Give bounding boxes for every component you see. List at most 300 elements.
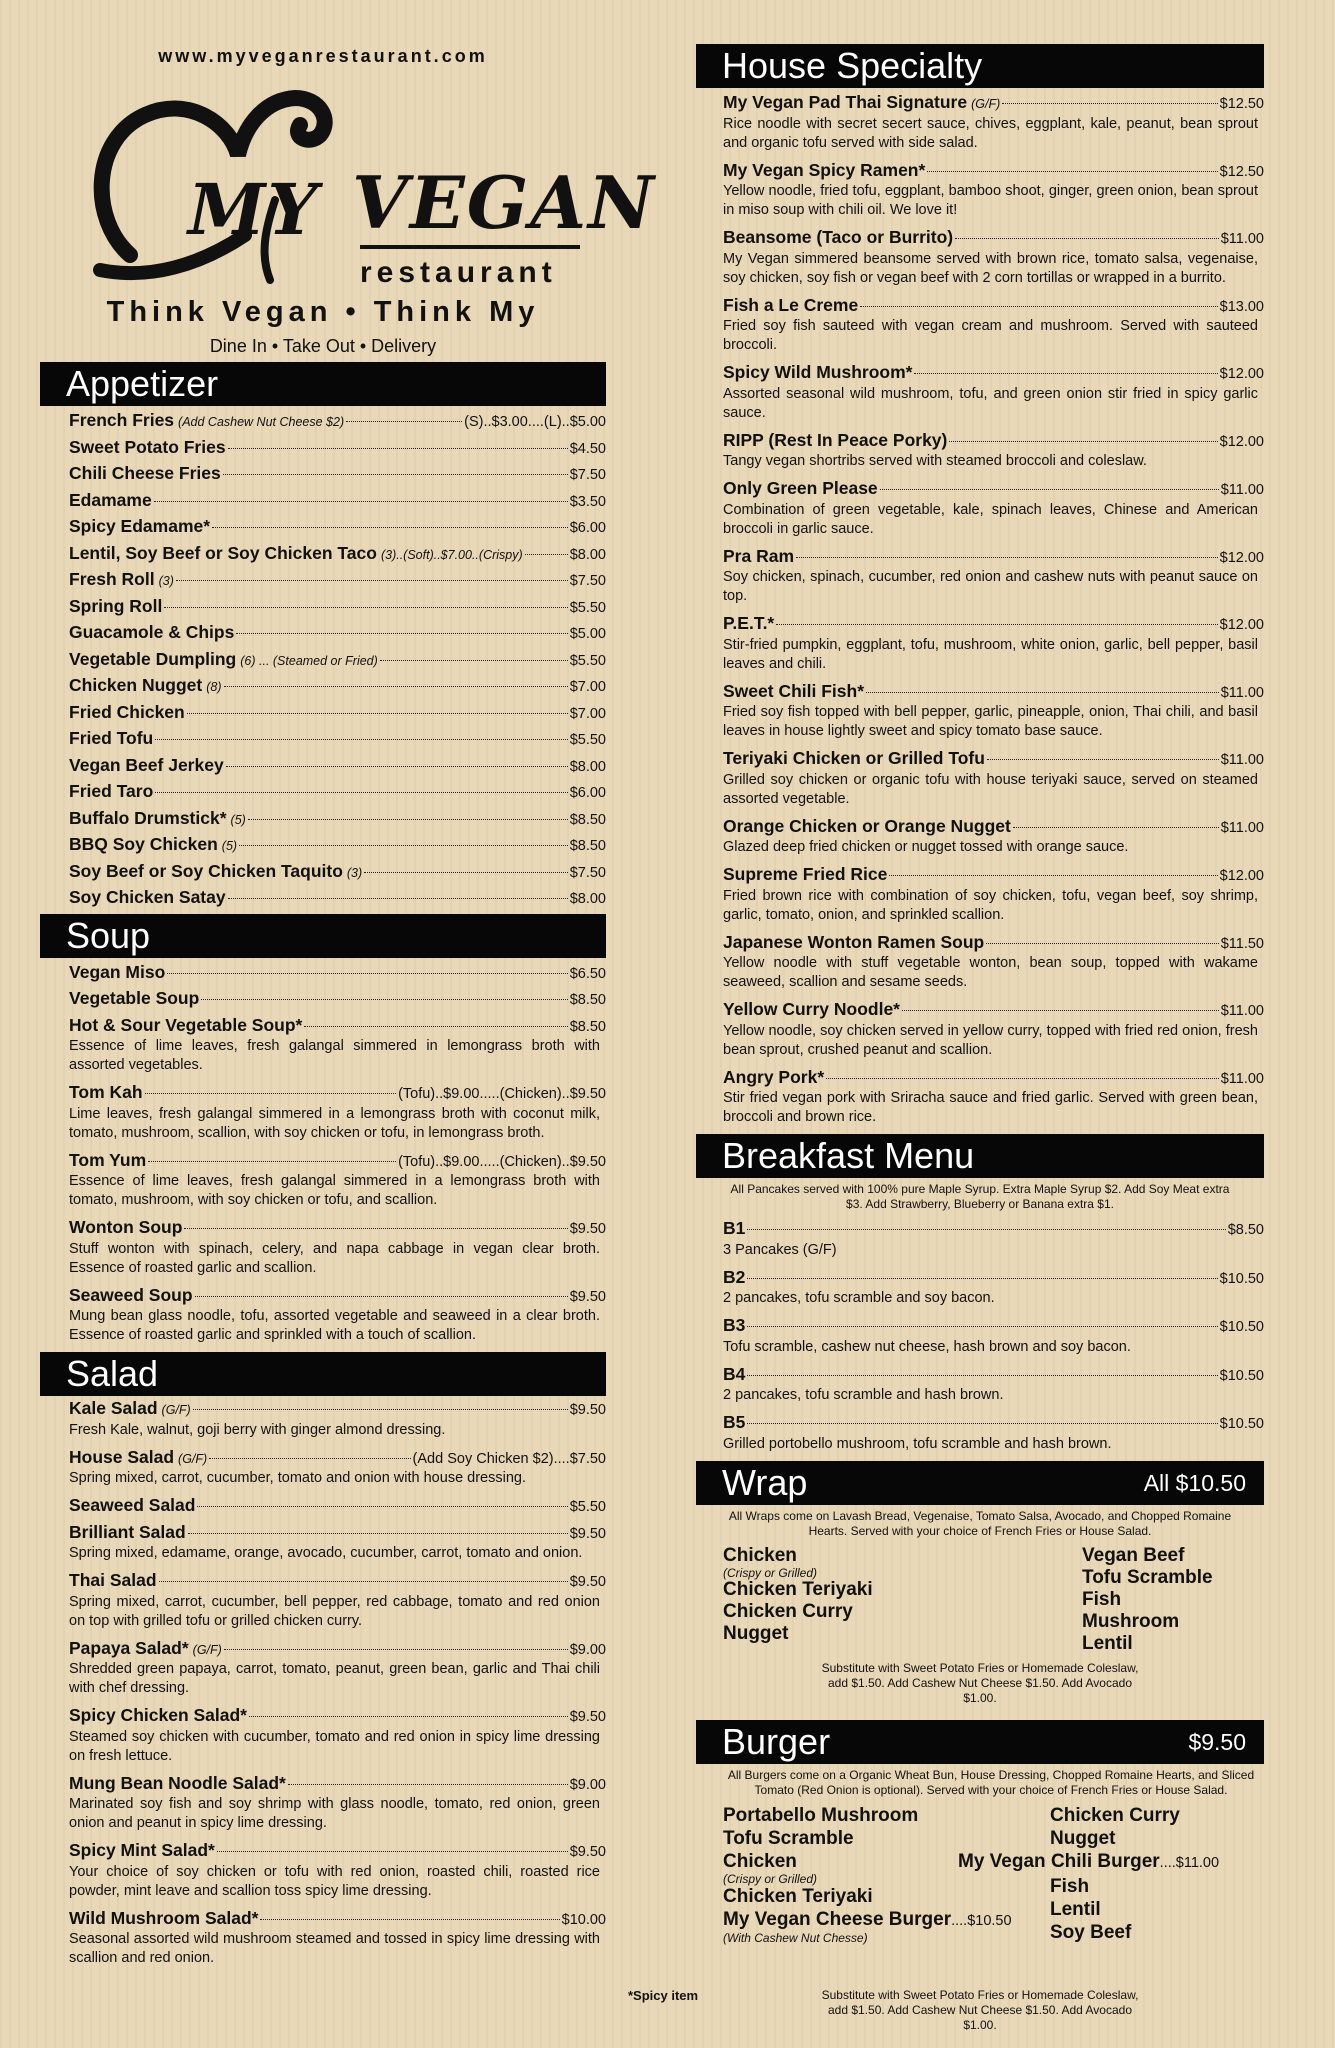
item-price: $5.50: [569, 652, 606, 669]
dot-leader: [184, 1228, 567, 1229]
burger-option: Chicken Teriyaki: [723, 1885, 873, 1907]
item-price: $6.00: [569, 520, 606, 536]
item-name: Vegan Beef Jerkey: [69, 754, 224, 775]
item-name: Seaweed Salad: [69, 1495, 196, 1515]
appetizer-section: [40, 362, 606, 914]
item-name: Soy Chicken Satay: [69, 887, 226, 907]
section-title: House Specialty: [722, 45, 983, 86]
item-price: $8.00: [569, 758, 606, 775]
brand-header: [40, 0, 656, 362]
dot-leader: [747, 1375, 1217, 1376]
item-description: Essence of lime leaves, fresh galangal simmered in a lemongrass broth with tomato, mushroom, with soy chicken or tofu, and scallion.: [69, 1173, 600, 1208]
item-description: Steamed soy chicken with cucumber, tomato and red onion in spicy lime dressing on fresh lettuce.: [69, 1728, 600, 1764]
dot-leader: [747, 1229, 1225, 1230]
menu-item: [69, 516, 606, 543]
item-name: Orange Chicken or Orange Nugget: [723, 815, 1011, 836]
item-description: 3 Pancakes (G/F): [723, 1241, 837, 1258]
item-price: $12.00: [1219, 868, 1264, 884]
menu-item: [69, 490, 606, 517]
menu-item: [69, 1150, 606, 1211]
item-description: Fried soy fish topped with bell pepper, garlic, pineapple, onion, Thai chili, and basil leaves in house lightly sweet and spicy tomato base sauce.: [723, 704, 1258, 739]
item-note: (G/F): [178, 1451, 208, 1466]
item-name: P.E.T.*: [723, 613, 775, 633]
item-price: $8.50: [569, 1018, 606, 1035]
item-name: Mung Bean Noodle Salad*: [69, 1772, 286, 1793]
menu-item: [69, 861, 606, 888]
item-description: Yellow noodle, fried tofu, eggplant, bamboo shoot, ginger, green onion, bean sprout in miso soup with chili oil. We love it!: [723, 183, 1258, 218]
item-note: (5): [221, 839, 238, 853]
item-name: Edamame: [69, 489, 152, 510]
menu-item: [723, 160, 1264, 221]
dot-leader: [866, 692, 1219, 693]
burger-choices: [696, 1804, 1264, 2002]
menu-item-row: [69, 437, 606, 464]
menu-item: [723, 1315, 1264, 1357]
item-description: 2 pancakes, tofu scramble and soy bacon.: [723, 1290, 995, 1306]
wrap-price: All $10.50: [1143, 1469, 1246, 1496]
burger-option: Portabello Mushroom: [723, 1804, 919, 1826]
item-price: $9.50: [569, 1221, 606, 1237]
dot-leader: [860, 306, 1217, 307]
item-description: Marinated soy fish and soy shrimp with glass noodle, tomato, red onion, green onion and peanut in spicy lime dressing.: [69, 1796, 600, 1831]
item-name: Spicy Mint Salad*: [69, 1840, 215, 1860]
burger-section: [696, 1720, 1264, 2033]
item-name: Seaweed Soup: [69, 1284, 193, 1305]
wrap-substitute-note: Substitute with Sweet Potato Fries or Homemade Coleslaw, add $1.50. Add Cashew Nut Cheese $1.50. Add Avocado $1.00.: [821, 1660, 1139, 1705]
dot-leader: [260, 1919, 559, 1920]
section-header: [696, 44, 1264, 88]
item-name: Tom Kah: [69, 1082, 143, 1102]
dot-leader: [228, 448, 568, 449]
house-specialty-section: [696, 44, 1264, 1127]
item-description: Fried soy fish sauteed with vegan cream and mushroom. Served with sauteed broccoli.: [723, 318, 1258, 353]
item-description: Fried brown rice with combination of soy chicken, tofu, vegan beef, soy shrimp, garlic, tomato, onion, and sprinkled scallion.: [723, 887, 1258, 923]
item-name: Spring Roll: [69, 595, 163, 616]
item-price: $13.00: [1219, 298, 1264, 315]
item-name: Pra Ram: [723, 545, 795, 566]
menu-item: [69, 834, 606, 861]
item-price: $8.00: [569, 891, 606, 907]
item-note: (8): [206, 680, 222, 694]
burger-note: All Burgers come on a Organic Wheat Bun, House Dressing, Chopped Romaine Hearts, and Sliced Tomato (Red Onion is optional). Served with your choice of French Fries or House Salad.: [727, 1767, 1255, 1797]
item-name: Guacamole & Chips: [69, 622, 235, 642]
menu-item: [69, 463, 606, 490]
cheese-burger-name: My Vegan Cheese Burger: [723, 1908, 952, 1930]
dot-leader: [239, 845, 568, 846]
menu-item: [723, 430, 1264, 472]
menu-item: [723, 748, 1264, 809]
section-title: Wrap: [722, 1461, 808, 1503]
menu-item: [69, 1015, 606, 1076]
dot-leader: [217, 1851, 568, 1852]
item-description: Shredded green papaya, carrot, tomato, peanut, green bean, garlic and Thai chili with chef dressing.: [69, 1661, 600, 1696]
item-name: Vegetable Dumpling: [69, 648, 237, 669]
wrap-option: Fish: [1082, 1588, 1122, 1610]
item-name: Hot & Sour Vegetable Soup*: [69, 1014, 303, 1035]
dot-leader: [226, 766, 568, 767]
item-name: Vegan Miso: [69, 961, 166, 982]
menu-item-row: [69, 728, 606, 755]
menu-item-row: [69, 649, 606, 676]
dot-leader: [955, 238, 1219, 239]
menu-item: [69, 437, 606, 464]
dot-leader: [747, 1278, 1217, 1279]
dot-leader: [986, 943, 1218, 944]
item-description: Grilled portobello mushroom, tofu scramble and hash brown.: [723, 1435, 1112, 1452]
menu-item: [69, 962, 606, 989]
wrap-option: Nugget: [723, 1622, 789, 1644]
item-name: Thai Salad: [69, 1570, 157, 1590]
section-title: Appetizer: [66, 363, 219, 404]
item-price: $9.50: [569, 1288, 606, 1305]
item-name: French Fries: [69, 410, 175, 430]
item-name: B4: [723, 1363, 746, 1384]
dot-leader: [193, 1409, 568, 1410]
chili-burger-prefix: My Vegan: [958, 1850, 1046, 1872]
service-options: Dine In • Take Out • Delivery: [209, 336, 437, 356]
item-name: Teriyaki Chicken or Grilled Tofu: [723, 748, 985, 768]
section-header: [696, 1720, 1264, 1764]
item-name: Fresh Roll: [69, 569, 155, 589]
spicy-legend: *Spicy item: [628, 1988, 699, 2003]
item-name: My Vegan Pad Thai Signature: [723, 92, 968, 112]
menu-item-row: [69, 463, 606, 490]
item-price: $8.50: [1227, 1222, 1264, 1238]
burger-option: Chicken: [723, 1850, 797, 1872]
item-price: $12.00: [1219, 549, 1264, 566]
dot-leader: [148, 1161, 396, 1162]
item-price: $11.00: [1220, 482, 1264, 498]
menu-item-row: [69, 808, 606, 835]
burger-choices-right: [958, 1804, 1258, 1944]
item-description: Glazed deep fried chicken or nugget tossed with orange sauce.: [723, 839, 1129, 855]
item-name: Spicy Wild Mushroom*: [723, 362, 913, 382]
item-price: $5.00: [569, 626, 606, 642]
menu-item-row: [69, 962, 606, 989]
item-note: (5): [230, 812, 246, 827]
menu-item: [69, 649, 606, 676]
menu-item: [69, 1447, 606, 1489]
wrap-note: All Wraps come on Lavash Bread, Vegenaise, Tomato Salsa, Avocado, and Chopped Romaine Hearts. Served with your choice of French Fries or House Salad.: [728, 1508, 1232, 1538]
wrap-choices-left: [723, 1545, 873, 1655]
chili-burger-name: Chili Burger: [1050, 1850, 1160, 1872]
item-price: $8.50: [569, 811, 606, 828]
burger-option: Chicken Curry: [1050, 1804, 1180, 1826]
item-note: (3)..(Soft)..$7.00..(Crispy): [380, 547, 523, 562]
menu-item: [69, 1495, 606, 1522]
dot-leader: [176, 580, 568, 581]
dot-leader: [201, 999, 567, 1000]
item-price: $10.00: [561, 1911, 606, 1928]
menu-item: [69, 755, 606, 782]
item-name: Lentil, Soy Beef or Soy Chicken Taco: [69, 542, 377, 563]
item-description: Fresh Kale, walnut, goji berry with ginger almond dressing.: [69, 1421, 446, 1438]
item-name: Japanese Wonton Ramen Soup: [723, 931, 985, 952]
item-name: B5: [723, 1412, 746, 1432]
item-note: (G/F): [161, 1403, 191, 1417]
house-specialty-list: [696, 92, 1264, 1127]
item-price: (Tofu)..$9.00.....(Chicken)..$9.50: [398, 1153, 606, 1170]
dot-leader: [304, 1026, 567, 1027]
section-header: [40, 914, 606, 958]
menu-item: [723, 92, 1264, 153]
logo-my-text: MY: [188, 168, 320, 251]
menu-item-row: [69, 834, 606, 861]
menu-item: [69, 410, 606, 437]
item-description: Stir fried vegan pork with Sriracha sauce and fried garlic. Served with green bean, broccoli and brown rice.: [723, 1090, 1258, 1125]
item-price: $9.00: [569, 1776, 606, 1793]
item-description: Spring mixed, carrot, cucumber, bell pepper, red cabbage, tomato and red onion on top with grilled tofu or grilled chicken curry.: [69, 1593, 600, 1629]
dot-leader: [155, 792, 567, 793]
item-name: Fried Taro: [69, 781, 154, 801]
item-description: My Vegan simmered beansome served with brown rice, tomato salsa, vegenaise, soy chicken, soy fish or vegan beef with 2 corn tortillas or wrapped in a burrito.: [723, 250, 1258, 286]
item-note: (G/F): [971, 97, 1001, 111]
dot-leader: [1013, 827, 1219, 828]
menu-item: [723, 546, 1264, 607]
section-header: [696, 1134, 1264, 1178]
menu-item-row: [69, 490, 606, 517]
dot-leader: [187, 713, 568, 714]
menu-item: [723, 864, 1264, 925]
section-header: [696, 1461, 1264, 1505]
breakfast-list: [696, 1218, 1264, 1454]
item-name: Fried Chicken: [69, 701, 185, 722]
section-header: [40, 1352, 606, 1396]
item-name: Buffalo Drumstick*: [69, 807, 227, 828]
menu-item: [723, 999, 1264, 1060]
dot-leader: [525, 554, 568, 555]
item-price: $7.00: [569, 705, 606, 722]
wrap-choices: [696, 1545, 1264, 1655]
menu-item-row: [69, 569, 606, 596]
item-price: $12.00: [1219, 617, 1264, 633]
item-description: Stuff wonton with spinach, celery, and napa cabbage in vegan clear broth. Essence of roasted garlic and scallion.: [69, 1240, 600, 1276]
burger-option: Nugget: [1050, 1827, 1116, 1849]
menu-item: [69, 1705, 606, 1766]
soup-section: [40, 914, 606, 1346]
item-price: (Add Soy Chicken $2)....$7.50: [412, 1450, 606, 1467]
item-description: Tofu scramble, cashew nut cheese, hash brown and soy bacon.: [723, 1338, 1131, 1355]
item-description: Spring mixed, edamame, orange, avocado, cucumber, carrot, tomato and onion.: [69, 1545, 583, 1561]
menu-item: [69, 1398, 606, 1440]
item-name: Vegetable Soup: [69, 988, 200, 1008]
item-name: Papaya Salad*: [69, 1637, 189, 1658]
menu-item: [69, 1522, 606, 1564]
item-description: Mung bean glass noodle, tofu, assorted vegetable and seaweed in a clear broth. Essence of roasted garlic and sprinkled with a touch of scallion.: [69, 1308, 600, 1343]
menu-item-row: [69, 622, 606, 649]
dot-leader: [826, 1078, 1219, 1079]
menu-item: [69, 988, 606, 1015]
item-description: Lime leaves, fresh galangal simmered in a lemongrass broth with coconut milk, tomato, mushroom, scallion, with soy chicken or tofu, in lemongrass broth.: [69, 1105, 600, 1141]
salad-section: [40, 1352, 606, 1968]
restaurant-logo: [70, 80, 656, 290]
menu-item: [69, 728, 606, 755]
cheese-burger-price: ....$10.50: [951, 1912, 1012, 1929]
wrap-option: Tofu Scramble: [1082, 1566, 1213, 1588]
dot-leader: [155, 739, 567, 740]
dot-leader: [880, 489, 1219, 490]
menu-item: [69, 675, 606, 702]
menu-item: [69, 1638, 606, 1699]
dot-leader: [154, 501, 568, 502]
item-name: Wild Mushroom Salad*: [69, 1907, 259, 1928]
item-name: Chicken Nugget: [69, 675, 203, 695]
wrap-option-sub: (Crispy or Grilled): [723, 1565, 818, 1580]
dot-leader: [228, 898, 568, 899]
item-name: Brilliant Salad: [69, 1521, 186, 1542]
menu-item-row: [69, 988, 606, 1015]
wrap-option: Chicken: [723, 1544, 797, 1566]
breakfast-section: [696, 1134, 1264, 1454]
item-description: Soy chicken, spinach, cucumber, red onion and cashew nuts with peanut sauce on top.: [723, 569, 1258, 604]
dot-leader: [889, 875, 1217, 876]
menu-item: [69, 808, 606, 835]
dot-leader: [1002, 103, 1217, 104]
dot-leader: [209, 1458, 410, 1459]
dot-leader: [223, 474, 568, 475]
menu-item-row: [69, 755, 606, 782]
menu-item: [723, 227, 1264, 288]
burger-substitute-note: Substitute with Sweet Potato Fries or Homemade Coleslaw, add $1.50. Add Cashew Nut Cheese $1.50. Add Avocado $1.00.: [821, 1987, 1139, 2032]
menu-item-row: [69, 543, 606, 570]
item-price: $7.50: [569, 864, 606, 881]
item-description: Spring mixed, carrot, cucumber, tomato and onion with house dressing.: [69, 1470, 526, 1486]
item-price: $11.00: [1220, 1003, 1264, 1019]
item-price: $11.00: [1220, 684, 1264, 701]
item-description: Yellow noodle with stuff vegetable wonton, bean soup, topped with wakame seaweed, scallion and sesame seeds.: [723, 955, 1258, 990]
item-name: Sweet Potato Fries: [69, 436, 226, 457]
logo-restaurant-text: restaurant: [360, 256, 557, 289]
item-price: $9.50: [569, 1402, 606, 1418]
item-description: Seasonal assorted wild mushroom steamed and tossed in spicy lime dressing with scallion and red onion.: [69, 1931, 600, 1966]
menu-item: [69, 1285, 606, 1346]
item-price: $12.00: [1219, 433, 1264, 450]
menu-item-row: [69, 596, 606, 623]
burger-option: Tofu Scramble: [723, 1827, 854, 1849]
item-name: B1: [723, 1218, 746, 1238]
menu-item: [69, 569, 606, 596]
dot-leader: [224, 686, 568, 687]
dot-leader: [159, 1581, 568, 1582]
item-name: B3: [723, 1315, 746, 1335]
item-name: Wonton Soup: [69, 1217, 183, 1237]
item-price: $9.00: [569, 1641, 606, 1658]
wrap-option: Chicken Teriyaki: [723, 1578, 873, 1600]
section-header: [40, 362, 606, 406]
wrap-option: Vegan Beef: [1082, 1544, 1185, 1566]
item-price: $8.00: [569, 546, 606, 563]
item-price: $11.00: [1220, 819, 1264, 836]
menu-item: [69, 1570, 606, 1631]
dot-leader: [288, 1784, 568, 1785]
item-price: $11.50: [1220, 935, 1264, 952]
item-name: My Vegan Spicy Ramen*: [723, 159, 926, 180]
menu-item: [69, 543, 606, 570]
wrap-option: Lentil: [1082, 1632, 1133, 1654]
item-name: Fish a Le Creme: [723, 294, 859, 315]
item-price: $11.00: [1220, 231, 1264, 247]
menu-item: [69, 887, 606, 914]
website-url[interactable]: www.myveganrestaurant.com: [158, 46, 488, 66]
menu-item: [723, 1412, 1264, 1454]
left-column: [40, 0, 656, 1975]
menu-item: [723, 1067, 1264, 1128]
dot-leader: [248, 819, 568, 820]
item-price: $7.50: [569, 467, 606, 483]
dot-leader: [747, 1423, 1217, 1424]
menu-item: [69, 702, 606, 729]
item-price: $10.50: [1219, 1319, 1264, 1335]
item-note: (3): [346, 865, 363, 880]
item-name: Fried Tofu: [69, 728, 154, 748]
item-price: $11.00: [1220, 1070, 1264, 1087]
tagline: Think Vegan • Think My: [106, 296, 540, 328]
dot-leader: [364, 872, 568, 873]
dot-leader: [902, 1010, 1219, 1011]
menu-item-row: [69, 861, 606, 888]
chili-burger-option: [958, 1850, 1258, 1875]
item-description: Stir-fried pumpkin, eggplant, tofu, mushroom, white onion, garlic, bell pepper, basil leaves and chili.: [723, 636, 1258, 672]
item-price: $5.50: [569, 599, 606, 616]
item-price: $7.00: [569, 679, 606, 695]
item-price: $12.50: [1219, 96, 1264, 112]
item-price: $9.50: [569, 1709, 606, 1725]
item-name: Spicy Chicken Salad*: [69, 1705, 247, 1725]
dot-leader: [212, 527, 568, 528]
menu-item-row: [69, 887, 606, 914]
menu-item-row: [69, 675, 606, 702]
menu-item: [723, 613, 1264, 674]
logo-underline: [360, 245, 580, 249]
right-column: [696, 44, 1264, 2033]
item-price: $5.50: [569, 1499, 606, 1515]
item-name: Beansome (Taco or Burrito): [723, 227, 954, 247]
dot-leader: [346, 421, 462, 422]
section-title: Burger: [722, 1720, 831, 1762]
dot-leader: [776, 624, 1217, 625]
item-description: Yellow noodle, soy chicken served in yellow curry, topped with fried red onion, fresh bean sprout, crushed peanut and scallion.: [723, 1022, 1258, 1058]
menu-item: [723, 295, 1264, 356]
item-price: $9.50: [569, 1574, 606, 1590]
item-description: Tangy vegan shortribs served with steamed broccoli and coleslaw.: [723, 453, 1147, 469]
burger-price: $9.50: [1188, 1728, 1246, 1755]
breakfast-note: All Pancakes served with 100% pure Maple Syrup. Extra Maple Syrup $2. Add Soy Meat extra $3. Add Strawberry, Blueberry or Banana extra $1.: [730, 1182, 1230, 1211]
menu-item: [723, 478, 1264, 539]
soup-list: [40, 962, 606, 1346]
item-price: $4.50: [569, 440, 606, 457]
item-name: Chili Cheese Fries: [69, 463, 221, 483]
menu-item-row: [69, 702, 606, 729]
menu-item: [69, 596, 606, 623]
dot-leader: [197, 1506, 567, 1507]
item-name: Supreme Fried Rice: [723, 864, 888, 884]
item-description: Grilled soy chicken or organic tofu with house teriyaki sauce, served on steamed assorted vegetable.: [723, 771, 1258, 807]
wrap-section: [696, 1461, 1264, 1706]
item-note: (3): [158, 574, 174, 588]
section-title: Soup: [66, 914, 151, 956]
item-note: (Add Cashew Nut Cheese $2): [178, 415, 345, 429]
chili-burger-price: ....$11.00: [1159, 1854, 1220, 1871]
burger-option: Soy Beef: [1050, 1921, 1132, 1943]
menu-item: [69, 1217, 606, 1278]
item-note: (G/F): [192, 1642, 222, 1657]
dot-leader: [747, 1326, 1217, 1327]
salad-list: [40, 1398, 606, 1968]
dot-leader: [380, 660, 568, 661]
wrap-option: Chicken Curry: [723, 1600, 853, 1622]
item-price: $6.00: [569, 785, 606, 801]
logo-vegan-text: VEGAN: [352, 160, 656, 245]
